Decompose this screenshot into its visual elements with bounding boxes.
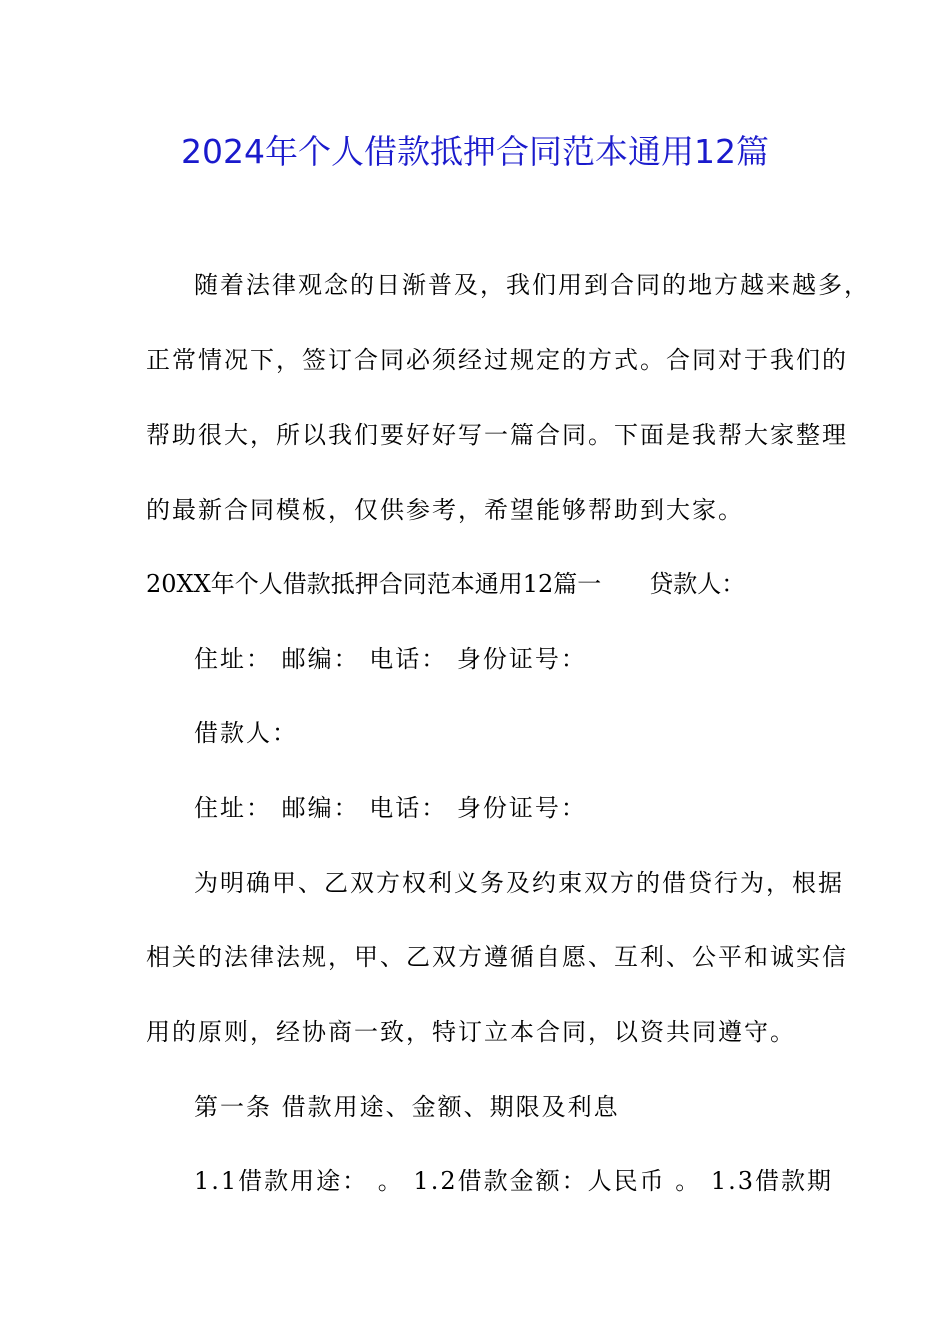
paragraph-line: 1.1借款用途： 。 1.2借款金额：人民币 。 1.3借款期 [194,1167,834,1195]
paragraph-line: 随着法律观念的日渐普及，我们用到合同的地方越来越多， [194,271,870,299]
field-line: 住址： 邮编： 电话： 身份证号： [194,645,587,673]
paragraph-line: 相关的法律法规，甲、乙双方遵循自愿、互利、公平和诚实信 [146,943,848,971]
section-heading-line: 20XX年个人借款抵押合同范本通用12篇一 贷款人： [146,570,746,598]
document-title: 2024年个人借款抵押合同范本通用12篇 [181,132,769,171]
paragraph-line: 用的原则，经协商一致，特订立本合同，以资共同遵守。 [146,1018,796,1046]
paragraph-line: 正常情况下，签订合同必须经过规定的方式。合同对于我们的 [146,346,848,374]
paragraph-line: 为明确甲、乙双方权利义务及约束双方的借贷行为，根据 [194,869,844,897]
article-heading: 第一条 借款用途、金额、期限及利息 [194,1093,620,1121]
field-line: 住址： 邮编： 电话： 身份证号： [194,794,587,822]
paragraph-line: 的最新合同模板，仅供参考，希望能够帮助到大家。 [146,496,744,524]
field-line: 借款人： [194,719,298,747]
paragraph-line: 帮助很大，所以我们要好好写一篇合同。下面是我帮大家整理 [146,421,848,449]
